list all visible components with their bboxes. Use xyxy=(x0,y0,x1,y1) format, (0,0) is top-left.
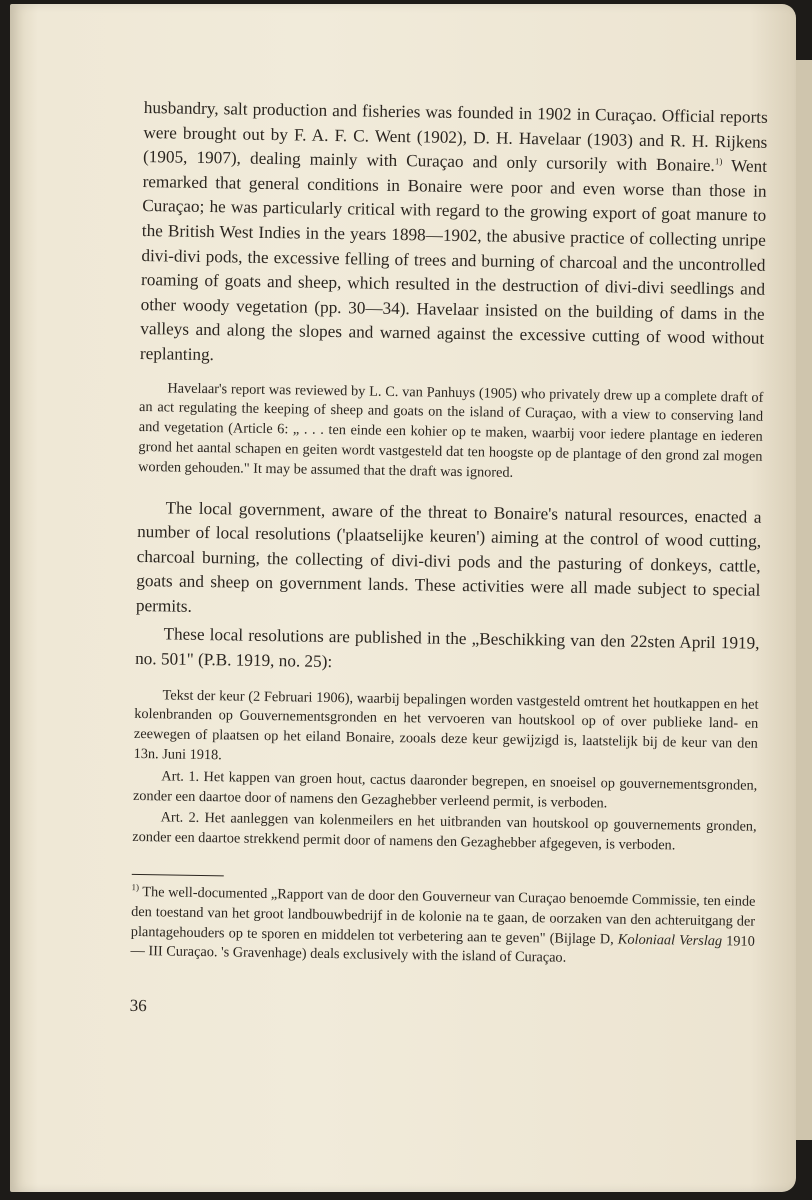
page-number: 36 xyxy=(129,996,147,1016)
article-2: Art. 2. Het aanleggen van kolenmeilers en het uitbranden van houtskool op gouvernements gronden, zonder een daartoe strekkend permit door of namens den Gezaghebber afgegeven, is verboden. xyxy=(132,809,757,854)
footnote-reference: 1) xyxy=(714,156,723,167)
keur-text: Tekst der keur (2 Februari 1906), waarbij bepalingen worden vastgesteld omtrent het houtkappen en het kolenbranden op Gouvernementsgronden en het vervoeren van houtskool op of over publieke land- en zeewegen of plaatsen op het eiland Bonaire, zooals deze keur gewijzigd is, laatstelijk bij de keur van den 13n. Juni 1918. xyxy=(133,687,759,764)
body-paragraph-1: husbandry, salt production and fisheries was founded in 1902 in Curaçao. Official reports were brought out by F. A. F. C. Went (1902), D. H. Havelaar (1903) and R. H. Rijkens (1905, 1907), dealing mainly with Curaçao and only cursorily with Bonaire.$^{1)}$ Went remarked that general conditions in Bonaire were poor and even worse than those in Curaçao; he was particularly critical with regard to the growing export of goat manure to the British West Indies in the years 1898—1902, the abusive practice of collecting unripe divi-divi pods, the excessive felling of trees and burning of charcoal and the uncontrolled roaming of goats and sheep, which resulted in the destruction of divi-divi seedlings and other woody vegetation (pp. 30—34). Havelaar insisted on the building of dams in the valleys and along the slopes and warned against the excessive cutting of wood without replanting. xyxy=(139,97,768,365)
footnote-italic-title: Koloniaal Verslag xyxy=(617,931,723,949)
footnote-divider xyxy=(132,874,224,876)
page-edge xyxy=(796,60,812,1140)
footnote-mark: 1) xyxy=(131,882,140,893)
footnote: $^{1)}$ The well-documented „Rapport van de door den Gouverneur van Curaçao benoemde Commissie, ten einde den toestand van het groot landbouwbedrijf in de kolonie na te gaan, de oorzaken van den achteruitgang der plantagehouders op te sporen en middelen tot verbetering aan te geven" (Bijlage D, Koloniaal Verslag 1910 — III Curaçao. 's Gravenhage) deals exclusively with the island of Curaçao. xyxy=(130,882,756,967)
body-paragraph-published: These local resolutions are published in the „Beschikking van den 22sten April 1919, no. 501" (P.B. 1919, no. 25): xyxy=(135,624,760,672)
body-paragraph-local-government: The local government, aware of the threat to Bonaire's natural resources, enacted a number of local resolutions ('plaatselijke keuren') aiming at the control of wood cutting, charcoal burning, the collecting of divi-divi pods and the pasturing of donkeys, cattle, goats and sheep on government lands. These activities were all made subject to special permits. xyxy=(135,497,762,616)
page-content xyxy=(130,96,768,1026)
article-1: Art. 1. Het kappen van groen hout, cactus daaronder begrepen, en snoeisel op gouvernementsgronden, zonder een daartoe door of namens den Gezaghebber verleend permit, is verboden. xyxy=(132,768,758,812)
havelaar-note: Havelaar's report was reviewed by L. C. van Panhuys (1905) who privately drew up a complete draft of an act regulating the keeping of sheep and goats on the island of Curaçao, with a view to conserving land and vegetation (Article 6: „ . . . ten einde een kohier op te maken, waarbij voor iedere plantage en iederen grond het aantal schapen en geiten wordt vastgesteld dat ten hoogste op de plantage of den grond zal mogen worden gehouden." It may be assumed that the draft was ignored. xyxy=(138,379,764,481)
